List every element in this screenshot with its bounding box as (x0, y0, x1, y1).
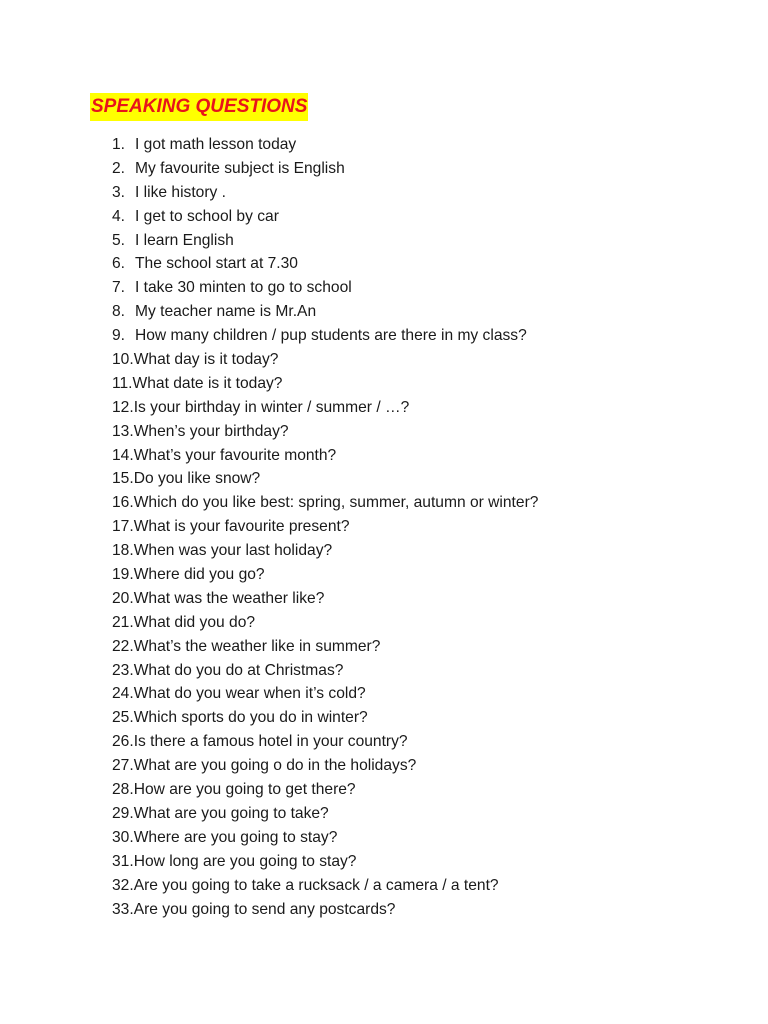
item-number: 15. (112, 470, 134, 488)
list-item (112, 754, 752, 778)
item-number: 16. (112, 494, 134, 512)
item-text: What’s the weather like in summer? (133, 637, 381, 655)
item-number: 3. (112, 183, 126, 201)
item-number: 13. (112, 422, 134, 440)
item-number: 25. (112, 709, 134, 727)
list-item (112, 826, 752, 850)
item-text: I learn English (135, 231, 234, 249)
list-item (112, 348, 752, 372)
item-text: I get to school by car (135, 207, 279, 225)
item-number: 11. (112, 374, 133, 392)
list-item (112, 778, 752, 802)
item-number: 5. (112, 231, 126, 249)
item-text: What are you going o do in the holidays? (133, 757, 417, 775)
item-text: Where did you go? (133, 566, 265, 584)
list-item (112, 850, 752, 874)
item-text: My favourite subject is English (135, 159, 345, 177)
list-item (112, 229, 752, 253)
list-item (112, 515, 752, 539)
item-text: What are you going to take? (133, 804, 329, 822)
item-number: 19. (112, 566, 134, 584)
item-number: 9. (112, 327, 126, 345)
item-number: 26. (112, 733, 134, 751)
item-number: 23. (112, 661, 134, 679)
item-text: Are you going to send any postcards? (133, 900, 396, 918)
item-number: 10. (112, 351, 134, 369)
item-number: 24. (112, 685, 134, 703)
list-item (112, 372, 752, 396)
item-text: What did you do? (133, 613, 256, 631)
item-text: Which do you like best: spring, summer, autumn or winter? (133, 494, 539, 512)
item-text: What day is it today? (133, 351, 279, 369)
list-item (112, 157, 752, 181)
item-text: What do you do at Christmas? (133, 661, 344, 679)
list-item (112, 682, 752, 706)
item-number: 1. (112, 136, 126, 153)
item-number: 8. (112, 303, 126, 321)
item-text: My teacher name is Mr.An (135, 303, 317, 321)
list-item (112, 420, 752, 444)
item-number: 12. (112, 398, 134, 416)
item-number: 4. (112, 207, 126, 225)
list-item (112, 730, 752, 754)
item-number: 21. (112, 613, 134, 631)
list-item (112, 181, 752, 205)
item-text: Do you like snow? (133, 470, 261, 488)
list-item (112, 133, 752, 157)
item-text: I take 30 minten to go to school (135, 279, 352, 297)
list-item (112, 324, 752, 348)
item-number: 6. (112, 255, 126, 273)
item-number: 7. (112, 279, 126, 297)
item-number: 31. (112, 852, 134, 870)
item-text: When was your last holiday? (133, 542, 333, 560)
item-text: I like history . (135, 183, 226, 201)
list-item (112, 539, 752, 563)
list-item (112, 205, 752, 229)
item-number: 29. (112, 804, 134, 822)
item-number: 18. (112, 542, 134, 560)
list-item (112, 874, 752, 898)
item-text: How are you going to get there? (133, 781, 356, 799)
item-text: Are you going to take a rucksack / a camera / a tent? (133, 876, 499, 894)
list-item (112, 802, 752, 826)
list-item (112, 563, 752, 587)
item-text: When’s your birthday? (133, 422, 289, 440)
item-number: 33. (112, 900, 134, 918)
list-item (112, 396, 752, 420)
list-item (112, 252, 752, 276)
item-text: What was the weather like? (133, 589, 325, 607)
list-item (112, 276, 752, 300)
list-item (112, 587, 752, 611)
item-text: Is there a famous hotel in your country? (133, 733, 408, 751)
question-list (112, 133, 752, 921)
item-number: 30. (112, 828, 134, 846)
list-item (112, 659, 752, 683)
list-item (112, 706, 752, 730)
item-text: How long are you going to stay? (133, 852, 357, 870)
item-number: 14. (112, 446, 134, 464)
list-item (112, 635, 752, 659)
item-number: 2. (112, 159, 126, 177)
item-text: What is your favourite present? (133, 518, 350, 536)
list-item (112, 300, 752, 324)
item-text: I got math lesson today (135, 136, 297, 153)
list-item (112, 491, 752, 515)
item-number: 32. (112, 876, 134, 894)
item-text: The school start at 7.30 (135, 255, 298, 273)
item-number: 27. (112, 757, 134, 775)
list-item (112, 611, 752, 635)
item-number: 22. (112, 637, 134, 655)
item-text: How many children / pup students are there in my class? (135, 327, 527, 345)
list-item (112, 467, 752, 491)
list-item (112, 898, 752, 922)
item-number: 17. (112, 518, 134, 536)
list-item (112, 444, 752, 468)
item-text: Is your birthday in winter / summer / …? (133, 398, 410, 416)
item-text: What date is it today? (132, 374, 283, 392)
item-number: 28. (112, 781, 134, 799)
page-title: SPEAKING QUESTIONS (90, 93, 308, 121)
item-text: Where are you going to stay? (133, 828, 338, 846)
item-text: What’s your favourite month? (133, 446, 337, 464)
item-text: What do you wear when it’s cold? (133, 685, 366, 703)
item-text: Which sports do you do in winter? (133, 709, 368, 727)
item-number: 20. (112, 589, 134, 607)
